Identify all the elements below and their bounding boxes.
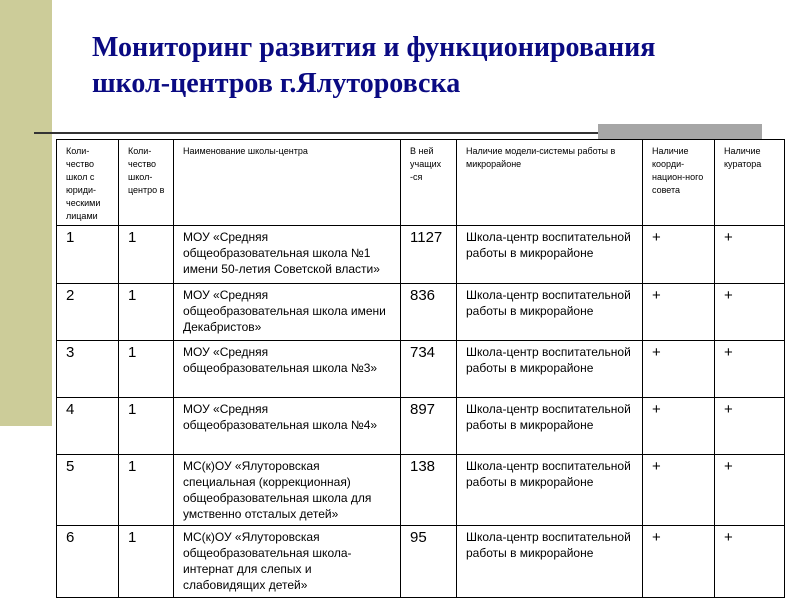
- row-number-cell: 3: [57, 340, 119, 397]
- council-cell: +: [643, 525, 715, 597]
- header-cell: Коли-чество школ с юриди-ческими лицами: [57, 140, 119, 226]
- school-name-cell: МС(к)ОУ «Ялуторовская специальная (коррекционная) общеобразовательная школа для умственно отсталых детей»: [174, 455, 401, 525]
- table-row: [57, 283, 785, 340]
- model-cell: Школа-центр воспитательной работы в микрорайоне: [457, 398, 643, 455]
- council-cell: +: [643, 226, 715, 283]
- school-name-cell: МС(к)ОУ «Ялуторовская общеобразовательная школа-интернат для слепых и слабовидящих детей»: [174, 525, 401, 597]
- model-cell: Школа-центр воспитательной работы в микрорайоне: [457, 525, 643, 597]
- schools-table: [56, 139, 785, 598]
- table-row: [57, 398, 785, 455]
- row-number-cell: 4: [57, 398, 119, 455]
- header-cell: Наличие куратора: [715, 140, 785, 226]
- centers-count-cell: 1: [119, 455, 174, 525]
- centers-count-cell: 1: [119, 340, 174, 397]
- curator-cell: +: [715, 283, 785, 340]
- header-cell: В ней учащих -ся: [401, 140, 457, 226]
- row-number-cell: 2: [57, 283, 119, 340]
- council-cell: +: [643, 398, 715, 455]
- school-name-cell: МОУ «Средняя общеобразовательная школа №3»: [174, 340, 401, 397]
- model-cell: Школа-центр воспитательной работы в микрорайоне: [457, 340, 643, 397]
- students-cell: 734: [401, 340, 457, 397]
- council-cell: +: [643, 455, 715, 525]
- students-cell: 836: [401, 283, 457, 340]
- students-cell: 1127: [401, 226, 457, 283]
- students-cell: 95: [401, 525, 457, 597]
- curator-cell: +: [715, 455, 785, 525]
- table-row: [57, 340, 785, 397]
- council-cell: +: [643, 283, 715, 340]
- table-header-row: [57, 140, 785, 226]
- centers-count-cell: 1: [119, 398, 174, 455]
- curator-cell: +: [715, 398, 785, 455]
- title-line-2: школ-центров г.Ялуторовска: [92, 68, 461, 99]
- header-cell: Наличие коорди-национ-ного совета: [643, 140, 715, 226]
- curator-cell: +: [715, 340, 785, 397]
- row-number-cell: 6: [57, 525, 119, 597]
- school-name-cell: МОУ «Средняя общеобразовательная школа имени Декабристов»: [174, 283, 401, 340]
- students-cell: 138: [401, 455, 457, 525]
- table-row: [57, 525, 785, 597]
- title-divider: [34, 132, 604, 134]
- curator-cell: +: [715, 525, 785, 597]
- header-cell: Наличие модели-системы работы в микрорайоне: [457, 140, 643, 226]
- school-name-cell: МОУ «Средняя общеобразовательная школа №1 имени 50-летия Советской власти»: [174, 226, 401, 283]
- gray-accent-block: [598, 124, 762, 140]
- centers-count-cell: 1: [119, 226, 174, 283]
- model-cell: Школа-центр воспитательной работы в микрорайоне: [457, 226, 643, 283]
- row-number-cell: 5: [57, 455, 119, 525]
- title-line-1: Мониторинг развития и функционирования: [92, 32, 656, 63]
- left-decorative-bar: [0, 0, 52, 426]
- table-row: [57, 455, 785, 525]
- school-name-cell: МОУ «Средняя общеобразовательная школа №4»: [174, 398, 401, 455]
- row-number-cell: 1: [57, 226, 119, 283]
- centers-count-cell: 1: [119, 525, 174, 597]
- slide-title: [92, 30, 772, 102]
- model-cell: Школа-центр воспитательной работы в микрорайоне: [457, 283, 643, 340]
- model-cell: Школа-центр воспитательной работы в микрорайоне: [457, 455, 643, 525]
- header-cell: Коли-чество школ-центро в: [119, 140, 174, 226]
- header-cell: Наименование школы-центра: [174, 140, 401, 226]
- curator-cell: +: [715, 226, 785, 283]
- table-row: [57, 226, 785, 283]
- centers-count-cell: 1: [119, 283, 174, 340]
- council-cell: +: [643, 340, 715, 397]
- students-cell: 897: [401, 398, 457, 455]
